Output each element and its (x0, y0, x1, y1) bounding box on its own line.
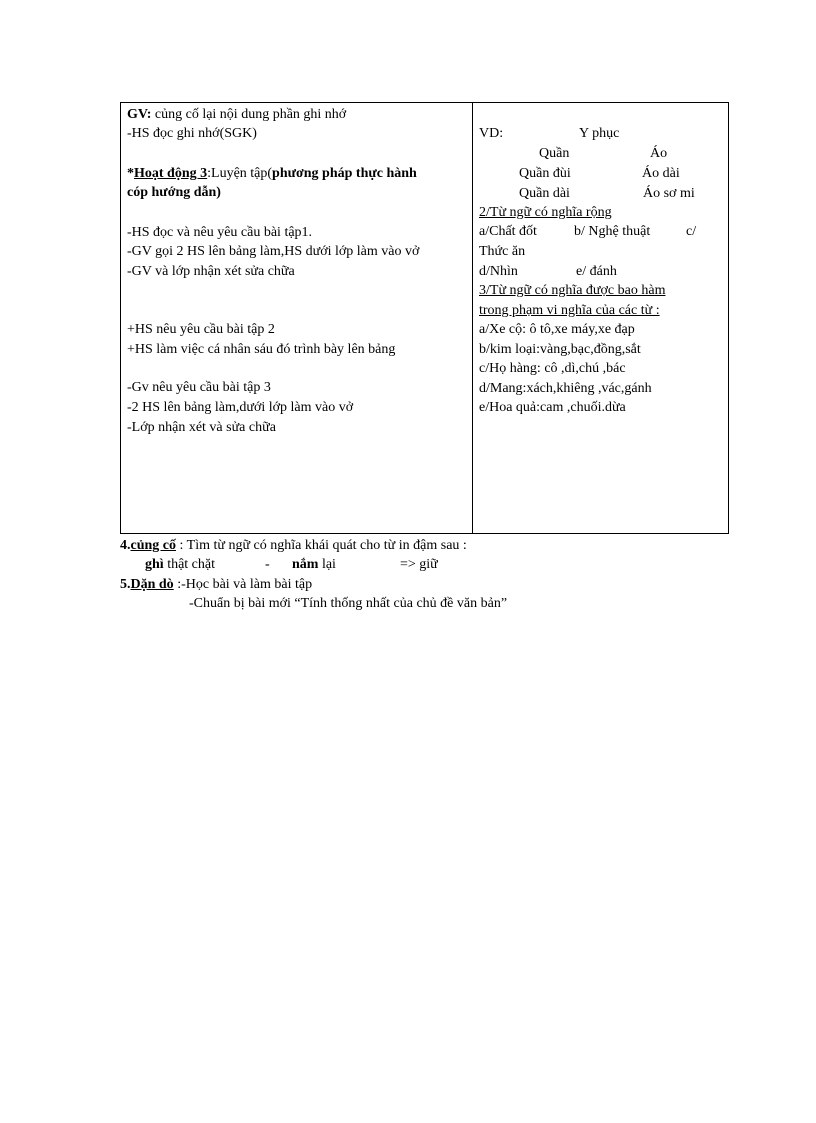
word-ghi (145, 556, 215, 574)
activity-star: * (127, 166, 134, 181)
word-giu: => giữ (400, 557, 438, 572)
example-ho-hang: c/Họ hàng: cô ,dì,chú ,bác (479, 361, 626, 376)
left-line-8: +HS nêu yêu cầu bài tập 2 (127, 322, 275, 337)
word-nam (292, 556, 336, 574)
gv-label: GV: (127, 107, 152, 122)
section-5-line (120, 576, 312, 594)
word-dash: - (265, 557, 270, 572)
left-line-6: -GV gọi 2 HS lên bảng làm,HS dưới lớp làm vào vở (127, 244, 420, 259)
gv-line (127, 106, 346, 124)
left-line-12: -Lớp nhận xét và sửa chữa (127, 420, 276, 435)
section-4-line (120, 537, 467, 555)
section-3-heading-1: 3/Từ ngữ có nghĩa được bao hàm (479, 283, 666, 298)
section-5-number: 5. (120, 577, 131, 592)
left-line-7: -GV và lớp nhận xét sửa chữa (127, 264, 295, 279)
example-xe-co: a/Xe cộ: ô tô,xe máy,xe đạp (479, 322, 635, 337)
section-5-line-2: -Chuẩn bị bài mới “Tính thống nhất của chủ đề văn bản” (189, 596, 508, 611)
activity-title: Hoạt động 3 (134, 166, 208, 181)
left-line-2: -HS đọc ghi nhớ(SGK) (127, 126, 257, 141)
example-kim-loai: b/kim loại:vàng,bạc,đồng,sắt (479, 342, 641, 357)
word-ghi-rest: thật chặt (163, 557, 215, 572)
y-phuc: Y phục (579, 126, 620, 141)
activity-mid: :Luyện tập( (207, 166, 273, 181)
quan-dui: Quần đùi (519, 166, 571, 181)
example-mang: d/Mang:xách,khiêng ,vác,gánh (479, 381, 652, 396)
ao-dai: Áo dài (642, 166, 680, 181)
quan: Quần (539, 146, 570, 161)
example-hoa-qua: e/Hoa quả:cam ,chuối.dừa (479, 400, 626, 415)
item-a-chat-dot: a/Chất đốt (479, 224, 537, 239)
quan-dai: Quần dài (519, 186, 570, 201)
section-4-number: 4. (120, 538, 131, 553)
left-line-10: -Gv nêu yêu cầu bài tập 3 (127, 380, 271, 395)
section-2-heading: 2/Từ ngữ có nghĩa rộng (479, 205, 612, 220)
ao-so-mi: Áo sơ mi (643, 186, 695, 201)
activity-3-heading (127, 165, 417, 183)
activity-bold: phương pháp thực hành (272, 166, 417, 181)
left-line-5: -HS đọc và nêu yêu cầu bài tập1. (127, 225, 313, 240)
word-nam-bold: nắm (292, 557, 319, 572)
activity-line-2: cóp hướng dẫn) (127, 185, 221, 200)
section-5-text: :-Học bài và làm bài tập (173, 577, 313, 592)
teacher-activity-column (121, 103, 473, 533)
section-3-heading-2: trong phạm vi nghĩa của các từ : (479, 303, 660, 318)
content-column (473, 103, 728, 533)
left-line-9: +HS làm việc cá nhân sáu đó trình bày lên bảng (127, 342, 396, 357)
lesson-table (120, 102, 729, 534)
item-c-label: c/ (686, 224, 697, 239)
section-5-title: Dặn dò (130, 577, 174, 592)
vd-label: VD: (479, 126, 504, 141)
item-b-nghe-thuat: b/ Nghệ thuật (574, 224, 651, 239)
item-d-nhin: d/Nhìn (479, 264, 518, 279)
item-e-danh: e/ đánh (576, 264, 617, 279)
item-c-thuc-an: Thức ăn (479, 244, 526, 259)
section-4-title: củng cố (130, 538, 176, 553)
word-ghi-bold: ghì (145, 557, 164, 572)
section-4-text: : Tìm từ ngữ có nghĩa khái quát cho từ in đậm sau : (176, 538, 467, 553)
word-nam-rest: lại (318, 557, 336, 572)
gv-text: củng cố lại nội dung phần ghi nhớ (151, 107, 347, 122)
left-line-11: -2 HS lên bảng làm,dưới lớp làm vào vở (127, 400, 354, 415)
ao: Áo (650, 146, 668, 161)
